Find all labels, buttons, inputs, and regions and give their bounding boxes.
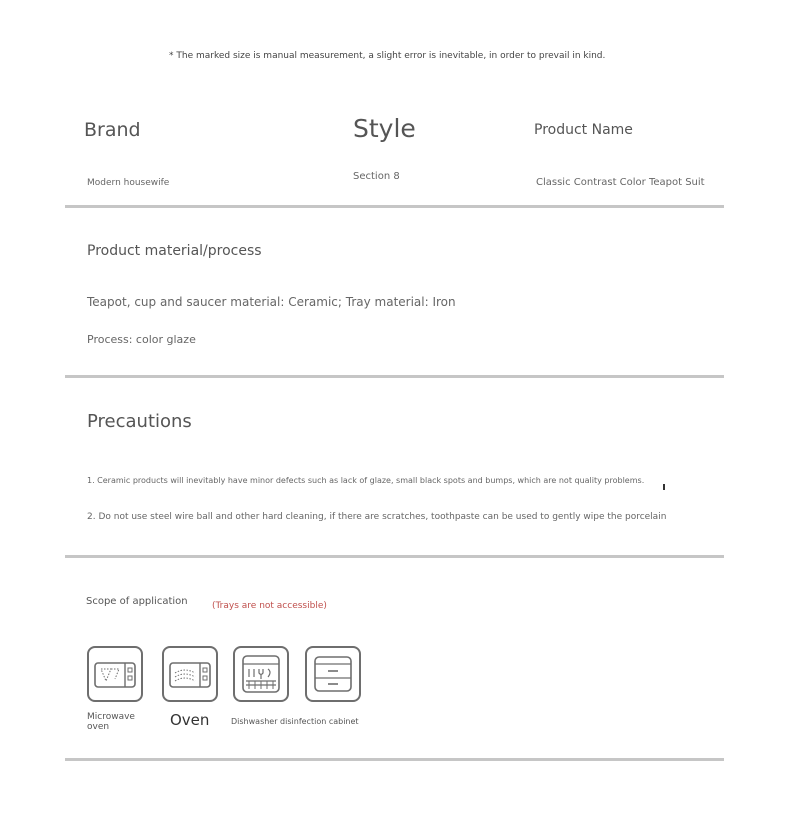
material-section-title: Product material/process: [87, 243, 262, 259]
divider: [65, 758, 724, 761]
style-value: Section 8: [353, 171, 400, 182]
brand-value: Modern housewife: [87, 178, 170, 188]
dishwasher-label: Dishwasher disinfection cabinet: [231, 717, 359, 726]
precautions-title: Precautions: [87, 411, 192, 432]
process-line: Process: color glaze: [87, 333, 196, 346]
style-label: Style: [353, 114, 416, 143]
text-cursor-mark: [663, 484, 665, 490]
measurement-note: * The marked size is manual measurement, a slight error is inevitable, in order to prevail in kind.: [169, 51, 606, 61]
precaution-item-2: 2. Do not use steel wire ball and other hard cleaning, if there are scratches, toothpaste can be used to gently wipe the porcelain: [87, 512, 667, 522]
microwave-label: Microwave oven: [87, 712, 135, 732]
divider: [65, 375, 724, 378]
precaution-item-1: 1. Ceramic products will inevitably have minor defects such as lack of glaze, small black spots and bumps, which are not quality problems.: [87, 476, 645, 485]
divider: [65, 555, 724, 558]
oven-label: Oven: [170, 711, 210, 729]
scope-note: (Trays are not accessible): [212, 601, 327, 611]
product-name-label: Product Name: [534, 122, 633, 138]
disinfection-cabinet-icon: [305, 646, 361, 702]
brand-label: Brand: [84, 119, 141, 141]
product-name-value: Classic Contrast Color Teapot Suit: [536, 177, 705, 188]
material-line: Teapot, cup and saucer material: Ceramic; Tray material: Iron: [87, 295, 456, 309]
dishwasher-icon: [233, 646, 289, 702]
scope-title: Scope of application: [86, 596, 188, 607]
divider: [65, 205, 724, 208]
microwave-icon: [87, 646, 143, 702]
oven-icon: [162, 646, 218, 702]
